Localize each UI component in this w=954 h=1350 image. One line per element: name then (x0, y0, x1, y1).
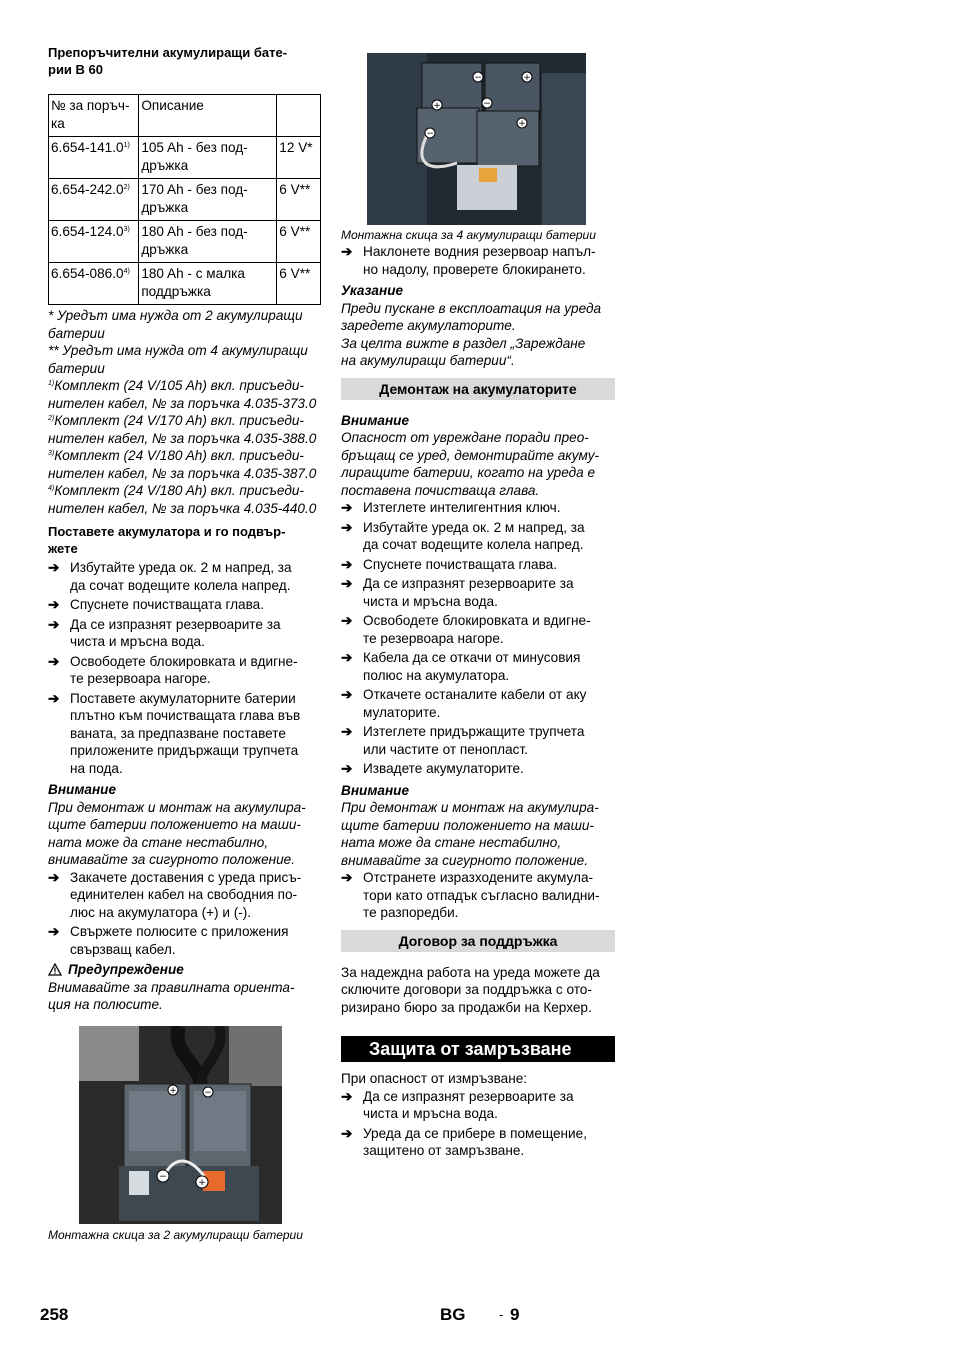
note-4-batteries: ** Уредът има нужда от 4 акумулиращи батерии (48, 343, 308, 376)
language-code: BG (440, 1305, 466, 1324)
frost-heading: Защита от замръзване (341, 1036, 615, 1062)
install-heading: Поставете акумулатора и го подвър- жете (48, 524, 286, 556)
recommended-batteries-heading: Препоръчителни акумулиращи бате- рии B 60 (48, 45, 288, 77)
svg-text:−: − (204, 1087, 212, 1098)
table-row (49, 221, 321, 263)
connect-steps (48, 869, 322, 959)
list-item: ➔ Освободете блокировката и вдигне- те резервоара нагоре. (341, 613, 591, 646)
arrow-right-icon: ➔ (48, 690, 60, 706)
left-column (48, 44, 322, 1243)
arrow-right-icon: ➔ (341, 870, 353, 885)
footnote-ref: 3) (123, 226, 130, 233)
svg-text:−: − (159, 1171, 167, 1182)
arrow-right-icon: ➔ (341, 576, 353, 591)
four-battery-illustration (367, 53, 586, 225)
svg-text:+: + (198, 1177, 206, 1188)
list-item: ➔ Свържете полюсите с приложения свързващ кабел. (48, 924, 289, 957)
battery-voltage: 6 V** (277, 263, 321, 305)
arrow-right-icon: ➔ (48, 653, 60, 669)
list-item: ➔ Поставете акумулаторните батерии плътно към почистващата глава във ваната, за предпазване поставете приложените придържащи трупчета на пода. (48, 690, 301, 776)
arrow-right-icon: ➔ (341, 244, 353, 259)
four-battery-figure (367, 53, 586, 225)
arrow-right-icon: ➔ (341, 724, 353, 739)
list-item: ➔ Освободете блокировката и вдигне- те резервоара нагоре. (48, 653, 298, 686)
svg-text:+: + (518, 119, 526, 129)
list-item: ➔ Избутайте уреда ок. 2 м напред, за да сочат водещите колела напред. (48, 560, 292, 593)
list-item: ➔ Извадете акумулаторите. (341, 761, 524, 776)
order-number: 6.654-086.0 (51, 266, 124, 281)
arrow-right-icon: ➔ (48, 924, 60, 939)
disposal-step (341, 869, 615, 922)
section-page-number: 9 (510, 1305, 520, 1324)
frost-intro: При опасност от измръзване: (341, 1071, 528, 1086)
warning-title: Предупреждение (68, 962, 184, 977)
battery-voltage: 6 V** (277, 179, 321, 221)
warning-text: Внимавайте за правилната ориента- ция на полюсите. (48, 979, 295, 1012)
arrow-right-icon: ➔ (48, 560, 60, 575)
table-row (49, 263, 321, 305)
arrow-right-icon: ➔ (341, 761, 353, 776)
svg-text:+: + (523, 73, 531, 83)
caution-text: При демонтаж и монтаж на акумулира- щите батерии положението на маши- ната може да стане нестабилно, внимавайте за сигурното положение. (48, 799, 306, 867)
header-voltage (277, 95, 321, 137)
battery-voltage: 12 V* (277, 137, 321, 179)
notice-title: Указание (341, 283, 404, 298)
list-item: ➔ Да се изпразнят резервоарите за чиста и мръсна вода. (341, 576, 574, 609)
header-order-no: № за поръч- ка (49, 95, 139, 137)
table-row (49, 179, 321, 221)
footnote-ref: 1) (123, 142, 130, 149)
figure-caption-4-batteries: Монтажна скица за 4 акумулиращи батерии (341, 228, 596, 242)
arrow-right-icon: ➔ (341, 500, 353, 515)
footer-separator: - (499, 1307, 504, 1322)
arrow-right-icon: ➔ (341, 519, 353, 535)
list-item: ➔ Изтеглете придържащите трупчета или частите от пенопласт. (341, 724, 585, 757)
footnote: $^{1)}$Комплект (24 V/105 Ah) вкл. присъеди- нителен кабел, № за поръчка 4.035-373.0 (48, 378, 317, 411)
removal-caution-title: Внимание (341, 412, 410, 428)
list-item: ➔ Отстранете изразходените акумула- тори като отпадък съгласно валидни- те разпоредби. (341, 870, 600, 920)
list-item: ➔ Откачете останалите кабели от аку мулаторите. (341, 687, 587, 720)
removal-heading: Демонтаж на акумулаторите (341, 378, 615, 400)
arrow-right-icon: ➔ (341, 613, 353, 628)
footnote: $^{4)}$Комплект (24 V/180 Ah) вкл. присъеди- нителен кабел, № за поръчка 4.035-440.0 (48, 483, 317, 516)
install-steps (48, 559, 322, 777)
battery-description: 180 Ah - с малка поддръжка (139, 263, 277, 305)
order-number: 6.654-141.0 (51, 140, 124, 155)
maintenance-text: За надеждна работа на уреда можете да сключите договори за поддръжка с ото- ризирано бюро за продажби на Керхер. (341, 964, 600, 1015)
list-item: ➔ Изтеглете интелигентния ключ. (341, 500, 561, 515)
table-row (49, 137, 321, 179)
caution-title: Внимание (48, 782, 117, 797)
svg-text:+: + (433, 101, 441, 111)
list-item: ➔ Уреда да се прибере в помещение, защитено от замръзване. (341, 1125, 587, 1158)
arrow-right-icon: ➔ (48, 597, 60, 612)
footnotes (48, 377, 322, 517)
battery-description: 170 Ah - без под- дръжка (139, 179, 277, 221)
battery-voltage: 6 V** (277, 221, 321, 263)
footnote: $^{2)}$Комплект (24 V/170 Ah) вкл. присъеди- нителен кабел, № за поръчка 4.035-388.0 (48, 413, 317, 446)
table-notes (48, 307, 322, 377)
arrow-right-icon: ➔ (341, 650, 353, 665)
battery-description: 105 Ah - без под- дръжка (139, 137, 277, 179)
list-item: ➔ Да се изпразнят резервоарите за чиста и мръсна вода. (48, 616, 281, 649)
arrow-right-icon: ➔ (341, 1088, 353, 1104)
arrow-right-icon: ➔ (341, 556, 353, 572)
battery-table (48, 94, 321, 305)
arrow-right-icon: ➔ (341, 1125, 353, 1141)
notice-text: Преди пускане в експлоатация на уреда заредете акумулаторите. За целта вижте в раздел „Зареждане на акумулиращи батерии“. (341, 300, 602, 368)
list-item: ➔ Да се изпразнят резервоарите за чиста и мръсна вода. (341, 1088, 574, 1121)
removal-caution-text: Опасност от увреждане поради прео- бръщащ се уред, демонтирайте акуму- лиращите батерии, когато на уреда е поставена почистваща глава. (341, 430, 600, 498)
page-number: 258 (40, 1305, 69, 1324)
order-number: 6.654-124.0 (51, 224, 124, 239)
tilt-step (341, 243, 615, 278)
order-number: 6.654-242.0 (51, 182, 124, 197)
arrow-right-icon: ➔ (48, 616, 60, 632)
svg-text:−: − (426, 129, 434, 139)
svg-text:−: − (483, 99, 491, 109)
list-item: ➔ Кабела да се откачи от минусовия полюс на акумулатора. (341, 650, 581, 683)
list-item: ➔ Закачете доставения с уреда присъ- единителен кабел на свободния по- люс на акумулатора (+) и (-). (48, 869, 302, 920)
arrow-right-icon: ➔ (48, 869, 60, 885)
two-battery-illustration (79, 1026, 282, 1224)
two-battery-figure (79, 1026, 282, 1224)
maintenance-heading: Договор за поддръжка (341, 930, 615, 952)
svg-text:−: − (474, 73, 482, 83)
list-item: ➔ Наклонете водния резервоар напъл- но надолу, проверете блокирането. (341, 244, 596, 277)
arrow-right-icon: ➔ (341, 687, 353, 702)
list-item: ➔ Спуснете почистващата глава. (341, 556, 558, 572)
caution2-title: Внимание (341, 782, 410, 798)
footnote: $^{3)}$Комплект (24 V/180 Ah) вкл. присъеди- нителен кабел, № за поръчка 4.035-387.0 (48, 448, 317, 481)
battery-description: 180 Ah - без под- дръжка (139, 221, 277, 263)
svg-text:+: + (169, 1085, 177, 1096)
footnote-ref: 2) (123, 184, 130, 191)
note-2-batteries: * Уредът има нужда от 2 акумулиращи батерии (48, 308, 303, 341)
removal-steps (341, 499, 615, 778)
header-description: Описание (139, 95, 277, 137)
caution2-text: При демонтаж и монтаж на акумулира- щите батерии положението на маши- ната може да стане нестабилно, внимавайте за сигурното положение. (341, 800, 599, 868)
frost-steps (341, 1088, 615, 1160)
table-header-row (49, 95, 321, 137)
list-item: ➔ Избутайте уреда ок. 2 м напред, за да сочат водещите колела напред. (341, 519, 585, 552)
figure-caption-2-batteries: Монтажна скица за 2 акумулиращи батерии (48, 1227, 303, 1242)
warning-triangle-icon (48, 963, 62, 976)
warning-heading (48, 961, 322, 979)
list-item: ➔ Спуснете почистващата глава. (48, 597, 265, 612)
right-column (341, 228, 615, 1162)
footnote-ref: 4) (123, 268, 130, 275)
